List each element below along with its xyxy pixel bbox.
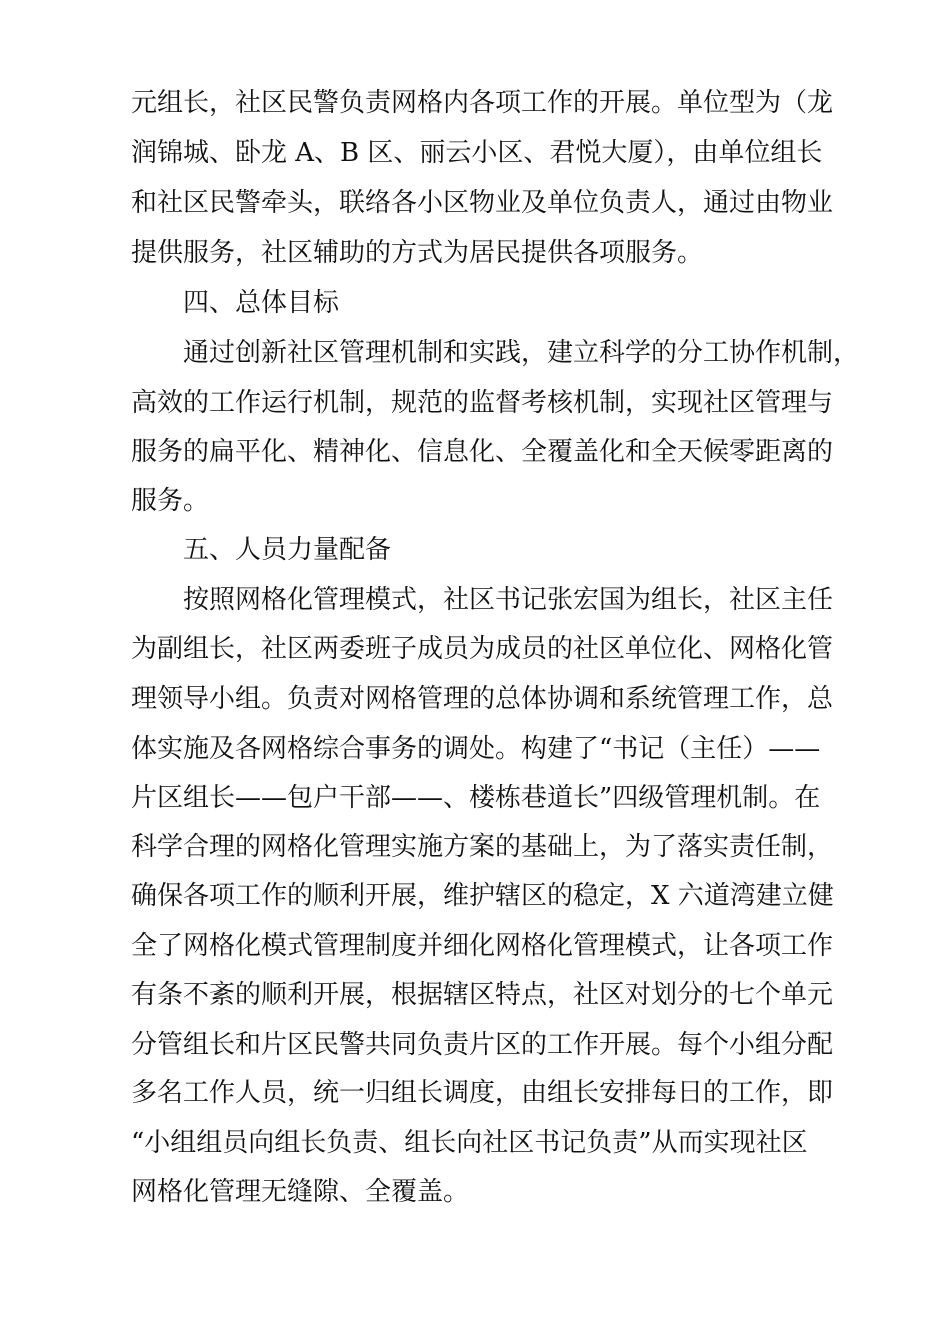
- text-line-22: “小组组员向组长负责、组长向社区书记负责”从而实现社区: [131, 1128, 808, 1158]
- section-heading-5: 五、人员力量配备: [183, 535, 392, 565]
- text-line-8: 服务的扁平化、精神化、信息化、全覆盖化和全天候零距离的: [131, 437, 834, 467]
- text-line-4: 提供服务，社区辅助的方式为居民提供各项服务。: [131, 238, 704, 268]
- text-line-21: 多名工作人员，统一归组长调度，由组长安排每日的工作，即: [131, 1078, 834, 1108]
- text-line-3: 和社区民警牵头，联络各小区物业及单位负责人，通过由物业: [131, 188, 834, 218]
- section-heading-4: 四、总体目标: [183, 288, 340, 318]
- text-line-20: 分管组长和片区民警共同负责片区的工作开展。每个小组分配: [131, 1030, 834, 1060]
- text-line-18: 全了网格化模式管理制度并细化网格化管理模式，让各项工作: [131, 931, 834, 961]
- text-line-6: 通过创新社区管理机制和实践，建立科学的分工协作机制，: [183, 338, 860, 368]
- text-line-2: 润锦城、卧龙 A、B 区、丽云小区、君悦大厦），由单位组长: [131, 138, 823, 168]
- text-line-15: 片区组长——包户干部——、楼栋巷道长”四级管理机制。在: [131, 783, 821, 813]
- text-line-17: 确保各项工作的顺利开展，维护辖区的稳定，X 六道湾建立健: [131, 881, 834, 911]
- text-line-12: 为副组长，社区两委班子成员为成员的社区单位化、网格化管: [131, 634, 834, 664]
- text-line-14: 体实施及各网格综合事务的调处。构建了“书记（主任）——: [131, 734, 821, 764]
- text-line-7: 高效的工作运行机制，规范的监督考核机制，实现社区管理与: [131, 388, 834, 418]
- text-line-19: 有条不紊的顺利开展，根据辖区特点，社区对划分的七个单元: [131, 980, 834, 1010]
- text-line-16: 科学合理的网格化管理实施方案的基础上，为了落实责任制，: [131, 832, 834, 862]
- text-line-1: 元组长，社区民警负责网格内各项工作的开展。单位型为（龙: [131, 88, 834, 118]
- text-line-23: 网格化管理无缝隙、全覆盖。: [131, 1177, 470, 1207]
- text-line-9: 服务。: [131, 486, 210, 516]
- text-line-13: 理领导小组。负责对网格管理的总体协调和系统管理工作，总: [131, 684, 834, 714]
- text-line-11: 按照网格化管理模式，社区书记张宏国为组长，社区主任: [183, 585, 834, 615]
